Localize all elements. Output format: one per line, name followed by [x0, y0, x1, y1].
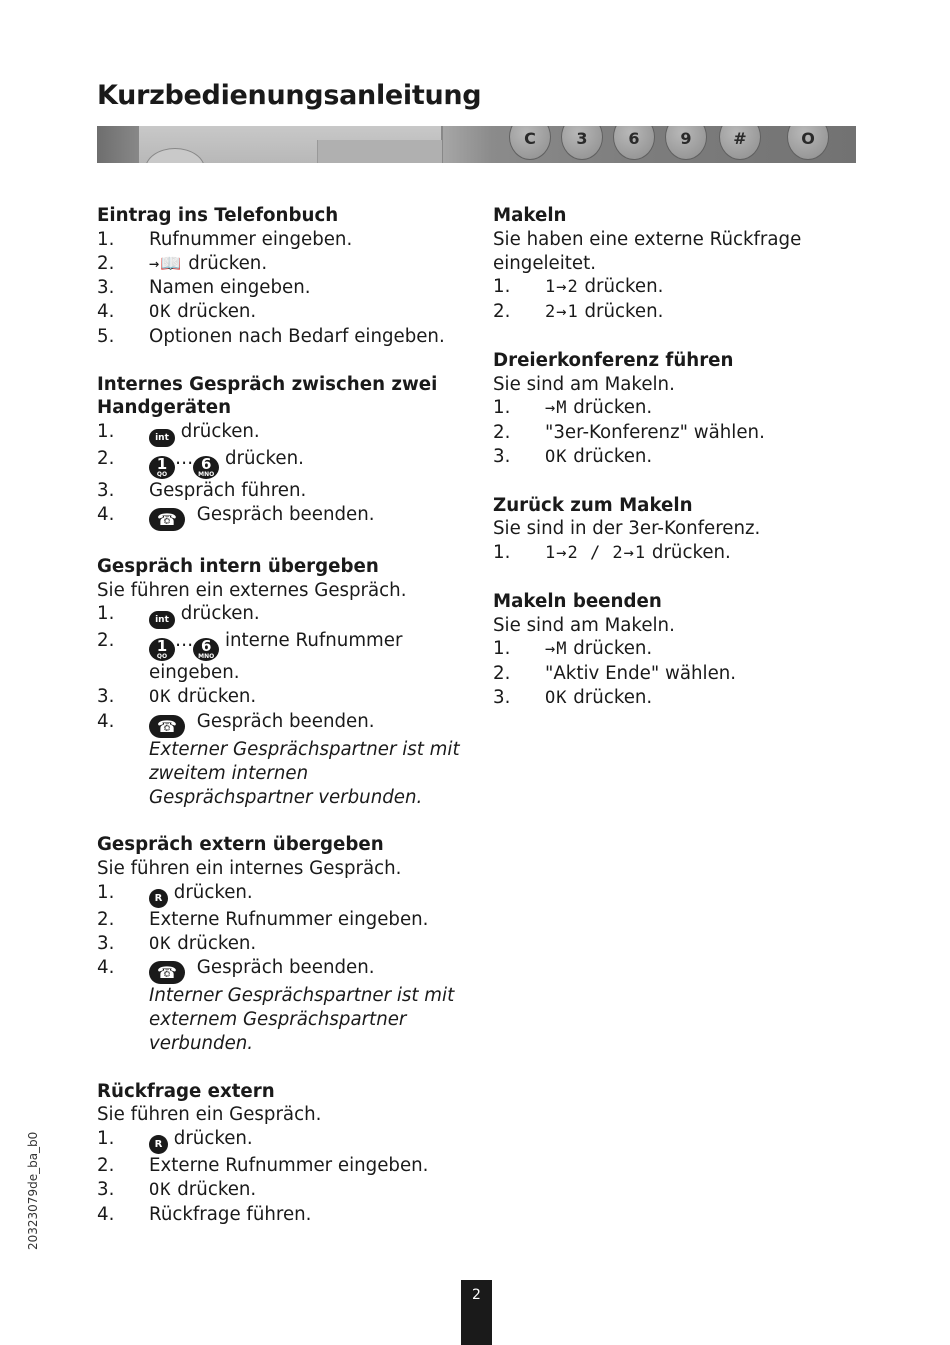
- list-item: [97, 300, 477, 325]
- step-text: drücken.: [175, 603, 260, 625]
- list-item: [97, 325, 477, 349]
- step-number: 2.: [97, 1155, 115, 1177]
- step-text: drücken.: [168, 881, 253, 903]
- list-item: [97, 710, 477, 738]
- step-number: 1.: [493, 542, 511, 564]
- left-column: [97, 204, 477, 1250]
- list-item: [97, 228, 477, 252]
- list-item: [97, 1127, 477, 1154]
- step-text: "Aktiv Ende" wählen.: [545, 663, 737, 685]
- step-number: 2.: [97, 252, 115, 274]
- list-item: [493, 686, 873, 711]
- step-number: 1.: [97, 228, 115, 250]
- step-number: 2.: [97, 448, 115, 470]
- section-intern-uebergeben: [97, 555, 477, 810]
- step-text: Optionen nach Bedarf eingeben.: [149, 325, 445, 347]
- list-item: [97, 1154, 477, 1178]
- ok-softkey-icon: OK: [149, 687, 172, 708]
- step-text: Rückfrage führen.: [149, 1203, 312, 1225]
- step-number: 3.: [97, 1178, 115, 1200]
- step-text: Rufnummer eingeben.: [149, 228, 353, 250]
- section-makeln-beenden: [493, 590, 873, 711]
- ellipsis: …: [175, 630, 194, 652]
- key-6-icon: 6 MNO: [193, 638, 219, 661]
- step-text: drücken.: [171, 1178, 257, 1200]
- keypad-key-c: C: [509, 126, 551, 160]
- step-number: 1.: [97, 603, 115, 625]
- step-text: drücken.: [567, 445, 653, 467]
- step-text: Gespräch beenden.: [191, 957, 375, 979]
- step-text: drücken.: [646, 542, 731, 564]
- ok-softkey-icon: OK: [545, 687, 568, 708]
- step-text: drücken.: [171, 686, 257, 708]
- step-text: "3er-Konferenz" wählen.: [545, 422, 765, 444]
- list-item: [493, 421, 873, 445]
- end-call-key-icon: ☎: [149, 508, 185, 531]
- section-intro: Sie sind am Makeln.: [493, 373, 675, 395]
- step-note: Interner Gesprächspartner ist mit externem Gesprächspartner verbunden.: [149, 985, 455, 1054]
- section-extern-uebergeben: [97, 833, 477, 1056]
- step-number: 3.: [97, 932, 115, 954]
- step-number: 3.: [97, 686, 115, 708]
- keypad-key-o: O: [787, 126, 829, 160]
- step-number: 3.: [97, 277, 115, 299]
- r-key-icon: R: [149, 1135, 168, 1154]
- section-intro: Sie führen ein externes Gespräch.: [97, 579, 407, 601]
- section-heading: Rückfrage extern: [97, 1080, 275, 1102]
- list-item: [97, 252, 477, 277]
- section-heading: Makeln beenden: [493, 590, 662, 612]
- step-number: 3.: [493, 686, 511, 708]
- key-1-icon: 1 QO: [149, 638, 175, 661]
- int-key-icon: int: [149, 611, 175, 629]
- section-heading: Zurück zum Makeln: [493, 494, 693, 516]
- step-text: drücken.: [219, 448, 304, 470]
- step-note: Externer Gesprächspartner ist mit zweitem internen Gesprächspartner verbunden.: [149, 738, 460, 808]
- list-item: [97, 932, 477, 957]
- step-number: 3.: [493, 445, 511, 467]
- step-text: drücken.: [171, 932, 257, 954]
- menu-softkey-icon: →M: [545, 398, 568, 419]
- list-item: [97, 276, 477, 300]
- step-number: 2.: [493, 422, 511, 444]
- section-telefonbuch: [97, 204, 477, 349]
- list-item: [97, 956, 477, 984]
- list-item: [493, 637, 873, 662]
- section-rueckfrage-extern: [97, 1080, 477, 1227]
- section-heading: Makeln: [493, 205, 567, 226]
- step-number: 1.: [493, 638, 511, 660]
- ok-softkey-icon: OK: [149, 1179, 172, 1200]
- list-item: [97, 1203, 477, 1227]
- keypad-key-3: 3: [561, 126, 603, 160]
- step-text: drücken.: [175, 421, 260, 443]
- section-heading: Internes Gespräch zwischen zwei Handgeräten: [97, 373, 438, 419]
- ok-softkey-icon: OK: [149, 302, 172, 323]
- keypad-key-9: 9: [665, 126, 707, 160]
- step-text: Gespräch führen.: [149, 480, 307, 502]
- step-text: Externe Rufnummer eingeben.: [149, 1155, 429, 1177]
- key-6-icon: 6 MNO: [193, 456, 219, 479]
- step-number: 2.: [97, 908, 115, 930]
- step-text: Externe Rufnummer eingeben.: [149, 908, 429, 930]
- section-heading: Gespräch extern übergeben: [97, 834, 384, 856]
- list-item: [493, 275, 873, 300]
- list-item: [97, 685, 477, 710]
- keypad-key-6: 6: [613, 126, 655, 160]
- step-number: 4.: [97, 503, 115, 525]
- section-intro: Sie sind am Makeln.: [493, 614, 675, 636]
- list-item: [493, 662, 873, 686]
- step-number: 1.: [97, 881, 115, 903]
- page-number: 2: [461, 1280, 492, 1345]
- section-internes-gespraech: [97, 373, 477, 531]
- section-heading: Gespräch intern übergeben: [97, 555, 379, 577]
- keypad-key-hash: #: [719, 126, 761, 160]
- display-panel: [317, 140, 442, 163]
- phonebook-softkey-icon: →📖: [149, 253, 183, 274]
- swap-1-2-softkey-icon: 1→2: [545, 277, 579, 298]
- list-item: [97, 1178, 477, 1203]
- page-title: Kurzbedienungsanleitung: [97, 80, 482, 111]
- step-text: drücken.: [168, 1128, 253, 1150]
- list-item: [493, 541, 873, 566]
- step-text: drücken.: [578, 301, 664, 323]
- list-item: [97, 881, 477, 908]
- list-item: [493, 396, 873, 421]
- step-number: 4.: [97, 957, 115, 979]
- step-text: drücken.: [578, 276, 664, 298]
- phone-banner-image: [97, 126, 856, 163]
- step-text: interne Rufnummer eingeben.: [149, 630, 403, 684]
- list-item: [97, 447, 477, 479]
- section-dreierkonferenz: [493, 349, 873, 470]
- step-number: 2.: [493, 301, 511, 323]
- key-1-icon: 1 QO: [149, 456, 175, 479]
- step-number: 5.: [97, 325, 115, 347]
- list-item: [97, 479, 477, 503]
- section-heading: Eintrag ins Telefonbuch: [97, 205, 339, 226]
- document-code: 20323079de_ba_b0: [26, 1131, 40, 1250]
- step-text: drücken.: [567, 638, 653, 660]
- step-number: 1.: [97, 421, 115, 443]
- swap-2-1-softkey-icon: 2→1: [545, 302, 579, 323]
- list-item: [97, 908, 477, 932]
- step-number: 1.: [97, 1128, 115, 1150]
- ellipsis: …: [175, 448, 194, 470]
- section-zurueck-makeln: [493, 494, 873, 566]
- menu-softkey-icon: →M: [545, 639, 568, 660]
- ok-softkey-icon: OK: [149, 933, 172, 954]
- step-text: drücken.: [182, 252, 268, 274]
- step-number: 4.: [97, 301, 115, 323]
- end-call-key-icon: ☎: [149, 961, 185, 984]
- section-intro: Sie haben eine externe Rückfrage eingeleitet.: [493, 228, 802, 274]
- right-column: [493, 204, 873, 735]
- list-item: [493, 300, 873, 325]
- step-number: 2.: [493, 663, 511, 685]
- step-number: 1.: [493, 397, 511, 419]
- step-text: Gespräch beenden.: [191, 710, 375, 732]
- list-item: [97, 602, 477, 629]
- step-number: 4.: [97, 1203, 115, 1225]
- swap-softkey-icon: 1→2 / 2→1: [545, 543, 647, 564]
- section-heading: Dreierkonferenz führen: [493, 349, 734, 371]
- section-intro: Sie sind in der 3er-Konferenz.: [493, 518, 761, 540]
- step-text: Gespräch beenden.: [191, 503, 375, 525]
- section-intro: Sie führen ein Gespräch.: [97, 1104, 322, 1126]
- step-number: 1.: [493, 276, 511, 298]
- list-item: [97, 629, 477, 685]
- step-number: 2.: [97, 630, 115, 652]
- step-number: 3.: [97, 480, 115, 502]
- section-intro: Sie führen ein internes Gespräch.: [97, 857, 402, 879]
- int-key-icon: int: [149, 429, 175, 447]
- end-call-key-icon: ☎: [149, 715, 185, 738]
- step-text: drücken.: [171, 301, 257, 323]
- step-text: Namen eingeben.: [149, 277, 311, 299]
- r-key-icon: R: [149, 889, 168, 908]
- ok-softkey-icon: OK: [545, 446, 568, 467]
- step-number: 4.: [97, 710, 115, 732]
- step-text: drücken.: [567, 397, 653, 419]
- step-text: drücken.: [567, 686, 653, 708]
- section-makeln: [493, 204, 873, 325]
- list-item: [493, 445, 873, 470]
- list-item: [97, 420, 477, 447]
- list-item: [97, 503, 477, 531]
